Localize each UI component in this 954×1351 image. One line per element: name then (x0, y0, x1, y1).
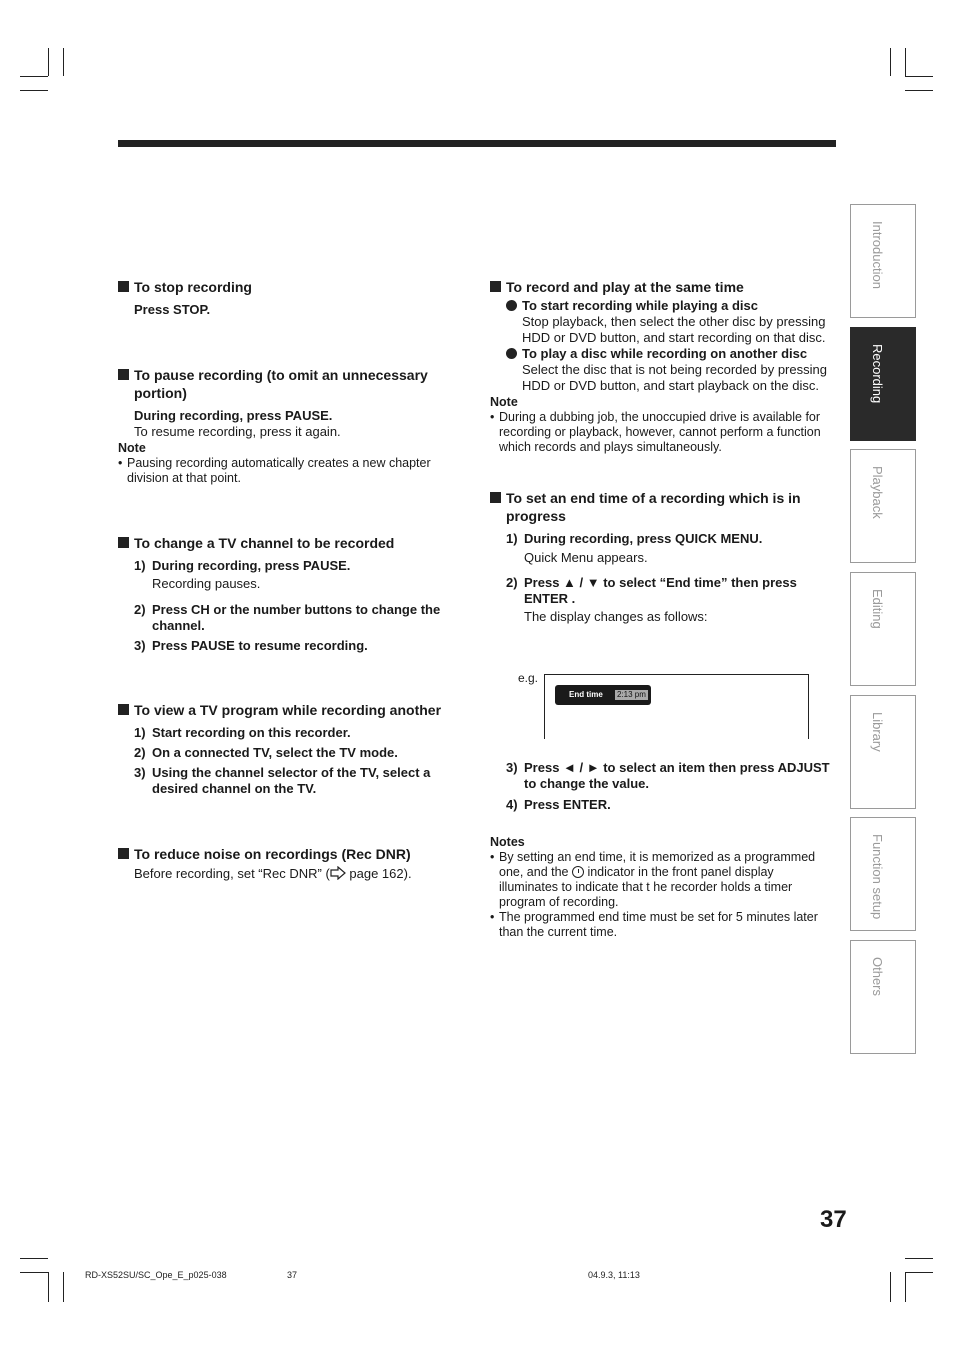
change-step-3: 3) Press PAUSE to resume recording. (134, 638, 368, 653)
end-time-display-value: 2:13 pm (617, 690, 646, 699)
change-step-1: 1) During recording, press PAUSE. (134, 558, 351, 573)
crop-mark (48, 1272, 49, 1302)
same-time-sub1-text: Stop playback, then select the other disc by pressing HDD or DVD button, and start recording on that disc. (522, 314, 826, 345)
section-heading-pause: To pause recording (to omit an unnecessary portion) (118, 366, 463, 402)
view-step-1: 1) Start recording on this recorder. (134, 725, 351, 740)
stop-instruction: Press STOP. (134, 302, 211, 317)
crop-mark (20, 76, 48, 77)
left-column (118, 278, 463, 882)
crop-mark (905, 1258, 933, 1259)
tab-editing[interactable]: Editing (850, 572, 916, 686)
tab-introduction[interactable]: Introduction (850, 204, 916, 318)
crop-mark (20, 1258, 48, 1259)
end-time-note-1: • By setting an end time, it is memorized as a programmed one, and the indicator in the front panel display illuminates to indicate that t he recorder holds a timer program of recording. (490, 850, 816, 909)
pause-note: • Pausing recording automatically creates a new chapter division at that point. (118, 456, 431, 485)
end-time-note-2: • The programmed end time must be set for 5 minutes later than the current time. (490, 910, 818, 939)
pause-instruction: During recording, press PAUSE. (134, 408, 333, 423)
same-time-note-title: Note (490, 395, 518, 409)
crop-mark (905, 1272, 933, 1273)
end-time-step-4: 4) Press ENTER. (506, 797, 611, 812)
square-bullet-icon (118, 537, 129, 548)
change-step-2: 2) Press CH or the number buttons to change the channel. (134, 602, 441, 633)
same-time-note: • During a dubbing job, the unoccupied drive is available for recording or playback, however, cannot perform a function which records and plays simultaneously. (490, 410, 821, 454)
right-column (490, 278, 836, 625)
section-heading-rec-dnr: To reduce noise on recordings (Rec DNR) (118, 845, 463, 863)
change-step-1-sub: Recording pauses. (152, 576, 261, 591)
end-time-step-1: 1) During recording, press QUICK MENU. (506, 531, 763, 546)
crop-mark (20, 90, 48, 91)
tab-others[interactable]: Others (850, 940, 916, 1054)
crop-mark (20, 1272, 48, 1273)
pause-resume-text: To resume recording, press it again. (134, 424, 341, 439)
right-column-lower (490, 760, 836, 940)
end-time-step-2: 2) Press ▲ / ▼ to select “End time” then press ENTER . (506, 575, 797, 606)
crop-mark (48, 48, 49, 76)
crop-mark (890, 48, 891, 76)
end-time-step-2-sub: The display changes as follows: (524, 609, 708, 624)
section-heading-change-channel: To change a TV channel to be recorded (118, 534, 463, 552)
clock-icon (572, 866, 584, 878)
same-time-sub2-text: Select the disc that is not being recorded by pressing HDD or DVD button, and start playback on the disc. (522, 362, 827, 393)
view-step-2: 2) On a connected TV, select the TV mode. (134, 745, 398, 760)
section-heading-same-time: To record and play at the same time (490, 278, 836, 296)
end-time-display-bar (555, 685, 651, 705)
end-time-display-label: End time (569, 690, 603, 699)
footer-datetime: 04.9.3, 11:13 (588, 1270, 640, 1280)
header-rule (118, 140, 836, 147)
same-time-sub1-title: To start recording while playing a disc (490, 298, 836, 314)
same-time-sub2-title: To play a disc while recording on another disc (490, 346, 836, 362)
tab-playback[interactable]: Playback (850, 449, 916, 563)
crop-mark (905, 90, 933, 91)
footer-page: 37 (287, 1270, 298, 1280)
section-heading-end-time: To set an end time of a recording which is in progress (490, 489, 836, 525)
circle-bullet-icon (506, 300, 517, 311)
circle-bullet-icon (506, 348, 517, 359)
section-heading-stop: To stop recording (118, 278, 463, 296)
view-step-3: 3) Using the channel selector of the TV, select a desired channel on the TV. (134, 765, 431, 796)
crop-mark (63, 1272, 64, 1302)
tab-recording[interactable]: Recording (850, 327, 916, 441)
pause-note-title: Note (118, 441, 146, 455)
crop-mark (905, 48, 906, 76)
example-label: e.g. (518, 671, 539, 685)
square-bullet-icon (118, 281, 129, 292)
crop-mark (890, 1272, 891, 1302)
crop-mark (905, 1272, 906, 1302)
page-reference-arrow-icon (330, 866, 346, 880)
section-heading-view-program: To view a TV program while recording another (118, 701, 463, 719)
footer-file: RD-XS52SU/SC_Ope_E_p025-038 (85, 1270, 227, 1280)
square-bullet-icon (118, 369, 129, 380)
crop-mark (905, 76, 933, 77)
rec-dnr-text: Before recording, set “Rec DNR” ( page 162). (134, 866, 412, 881)
tab-library[interactable]: Library (850, 695, 916, 809)
square-bullet-icon (118, 848, 129, 859)
tab-function-setup[interactable]: Function setup (850, 817, 916, 931)
end-time-notes-title: Notes (490, 835, 525, 849)
page-number: 37 (820, 1206, 847, 1233)
crop-mark (63, 48, 64, 76)
end-time-step-3: 3) Press ◄ / ► to select an item then press ADJUST to change the value. (506, 760, 830, 791)
end-time-display-example (544, 674, 809, 739)
square-bullet-icon (490, 492, 501, 503)
square-bullet-icon (118, 704, 129, 715)
end-time-step-1-sub: Quick Menu appears. (524, 550, 648, 565)
square-bullet-icon (490, 281, 501, 292)
